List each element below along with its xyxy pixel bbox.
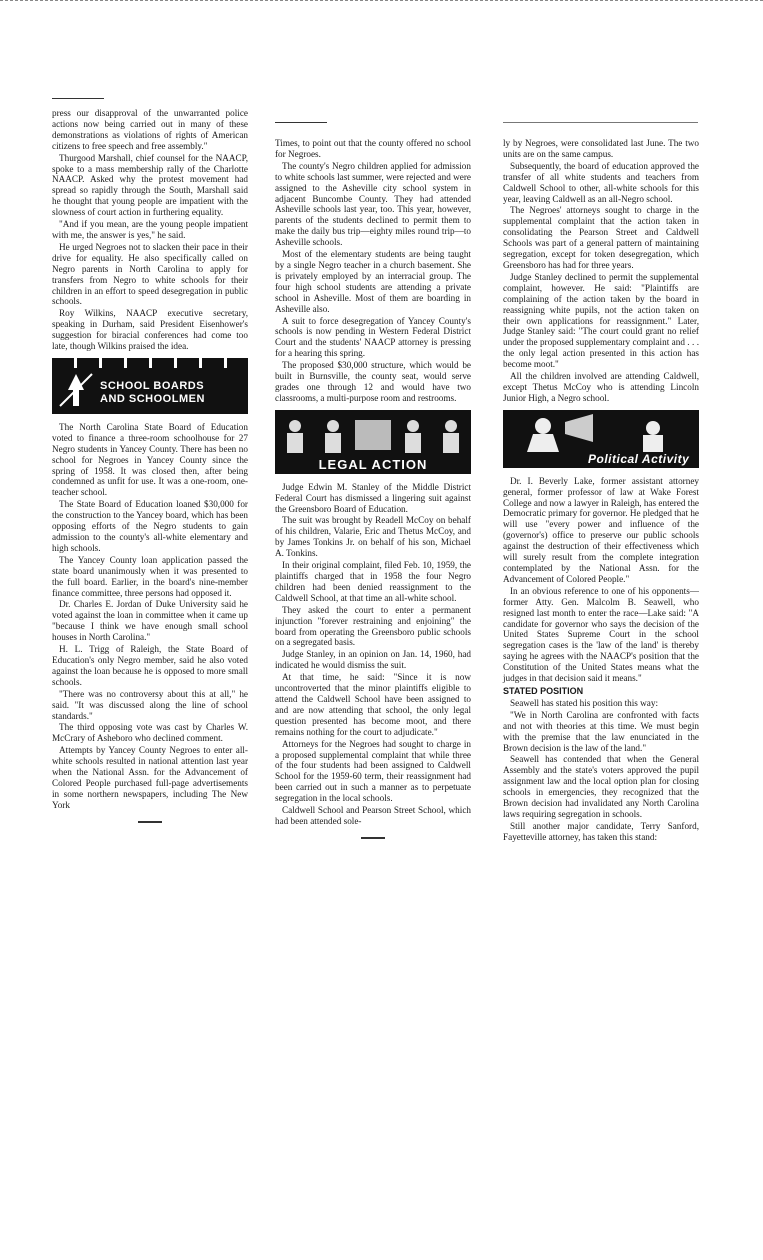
paragraph: Judge Stanley declined to permit the supplemental complaint, however. He said: "Plaintiffs are complaining of the action taken by the board in reassigning white pupils, not the action taken on their own applications for reassignment." Later, Judge Stanley said: "The court could grant no relief under the proposed supplementary complaint and . . . the only legal action presented in this action has become moot." — [503, 271, 699, 370]
paragraph: Dr. I. Beverly Lake, former assistant attorney general, former professor of law at Wake Forest College and now a lawyer in Raleigh, has entered the Democratic primary for governor. He pledged that he will use "every power and influence of the (governor's) office to preserve our public schools against the destruction of their effectiveness which will surely result from the complete integration contemplated by the National Assn. for the Advancement of Colored People." — [503, 475, 699, 584]
speaker-podium-icon — [503, 412, 699, 452]
paragraph: A suit to force desegregation of Yancey County's schools is now pending in Western Federal District Court and the students' NAACP attorney is pressing for a hearing this spring. — [275, 315, 471, 359]
paragraph: The suit was brought by Readell McCoy on behalf of his children, Valarie, Eric and Thetus McCoy, and by James Tonkins Jr. on behalf of his son, Michael A. Tonkins. — [275, 515, 471, 559]
paragraph: "And if you mean, are the young people impatient with me, the answer is yes," he said. — [52, 219, 248, 240]
paragraph: In an obvious reference to one of his opponents—former Atty. Gen. Malcolm B. Seawell, who resigned last month to enter the race—Lake said: "A candidate for governor who says the decision of the United States Supreme Court in the school segregation cases is the 'law of the land' is thereby saying he agrees with the NAACP's position that the Constitution of the United States means what the judges in that decision said it means." — [503, 585, 699, 684]
paragraph: The Yancey County loan application passed the state board unanimously when it was presented to the full board. Earlier, in the board's nine-member finance committee, three persons had opposed it. — [52, 554, 248, 598]
paragraph: Caldwell School and Pearson Street School, which had been attended sole- — [275, 805, 471, 826]
paragraph: Attempts by Yancey County Negroes to enter all-white schools resulted in national attention last year when the National Assn. for the Advancement of Colored People purchased full-page advertisements in some northern newspapers, including The New York — [52, 745, 248, 810]
page-top-border — [0, 0, 763, 2]
column-rule — [52, 98, 104, 99]
paragraph: Seawell has stated his position this way: — [510, 697, 659, 708]
paragraph: All the children involved are attending Caldwell, except Thetus McCoy who is attending Lincoln Junior High, a Negro school. — [503, 371, 699, 403]
section-banner-political-activity — [503, 410, 699, 468]
section-banner-school-boards — [52, 358, 248, 414]
end-dash — [361, 837, 385, 839]
section-banner-legal-action — [275, 410, 471, 474]
paragraph: Most of the elementary students are being taught by a single Negro teacher in a church basement. She is privately employed by an interracial group. The four high school students are attending a private school in Asheville. Most of them are boarding in Asheville also. — [275, 249, 471, 314]
paragraph: The county's Negro children applied for admission to white schools last summer, were rejected and were assigned to the Asheville city school system in adjacent Buncombe County. They had attended Asheville schools last year, too. This year, however, parents of the students declined to permit them to make the daily bus trip—eighty miles round trip—to Asheville schools. — [275, 160, 471, 248]
paragraph: H. L. Trigg of Raleigh, the State Board of Education's only Negro member, said he also voted against the loan because he is opposed to more small schools. — [52, 644, 248, 687]
paragraph: Times, to point out that the county offered no school for Negroes. — [275, 138, 471, 159]
paragraph: At that time, he said: "Since it is now uncontroverted that the minor plaintiffs eligible to attend the Caldwell School have been assigned to and are now attending that school, the only legal question presented has become moot, and there remains nothing for the court to adjudicate." — [275, 672, 471, 737]
paragraph: Judge Edwin M. Stanley of the Middle District Federal Court has dismissed a lingering suit against the Greensboro Board of Education. — [275, 481, 471, 514]
paragraph: "There was no controversy about this at all," he said. "It was discussed along the line of school standards." — [52, 688, 248, 721]
torch-icon — [56, 370, 96, 410]
paragraph: Subsequently, the board of education approved the transfer of all white students and teachers from Caldwell School to other, all-white schools for this year, leaving Caldwell as an all-Negro school. — [503, 160, 699, 204]
column-2 — [275, 138, 471, 839]
banner-title: SCHOOL BOARDS AND SCHOOLMEN — [100, 379, 205, 405]
paragraph: He urged Negroes not to slacken their pace in their drive for equality. He also specifically called on Negro parents in North Carolina to apply for transfers from Negro to white schools for their children in an effort to speed desegregation in public schools. — [52, 241, 248, 307]
paragraph: Dr. Charles E. Jordan of Duke University said he voted against the loan in committee when it came up "because I think we have enough small school houses in North Carolina." — [52, 599, 248, 643]
end-dash — [138, 821, 162, 823]
paragraph: Still another major candidate, Terry Sanford, Fayetteville attorney, has taken this stand: — [503, 820, 699, 842]
paragraph: Seawell has contended that when the General Assembly and the state's voters approved the pupil assignment law and the local option plan for closing schools in emergencies, they recognized that the Brown decision had invalidated any North Carolina laws requiring segregation in schools. — [503, 754, 699, 819]
paragraph: Attorneys for the Negroes had sought to charge in a proposed supplemental complaint that while three of the four students had been assigned to Caldwell School for the 1959-60 term, their reassignment had been carried out in such a manner as to perpetuate segregation in the local schools. — [275, 738, 471, 804]
section-subhead: STATED POSITION — [503, 685, 584, 696]
paragraph: "We in North Carolina are confronted with facts and not with theories at this time. We must begin with the premise that the law enunciated in the Brown decision is the law of the land." — [503, 709, 699, 753]
column-3 — [503, 138, 699, 844]
paragraph: press our disapproval of the unwarranted police actions now being carried out in many of these demonstrations as violations of rights of American citizens to free speech and free assembly." — [52, 108, 248, 151]
paragraph: Roy Wilkins, NAACP executive secretary, speaking in Durham, said President Eisenhower's suggestion for biracial conferences had come too late, though Wilkins praised the idea. — [52, 308, 248, 352]
courtroom-figures-icon — [275, 414, 471, 454]
paragraph: The Negroes' attorneys sought to charge in the supplemental complaint that the action taken in consolidating the Pearson Street and Caldwell Schools was part of a general pattern of maintaining segregation, except for token desegregation, which Greensboro has had for three years. — [503, 205, 699, 270]
column-1 — [52, 108, 248, 823]
paragraph: Judge Stanley, in an opinion on Jan. 14, 1960, had indicated he would dismiss the suit. — [275, 649, 471, 671]
banner-title: LEGAL ACTION — [318, 456, 428, 472]
column-rule — [275, 122, 327, 123]
paragraph: In their original complaint, filed Feb. 10, 1959, the plaintiffs charged that in 1958 the four Negro children had been denied reassignment to the Caldwell School, at that time an all-white school. — [275, 560, 471, 603]
paragraph: The proposed $30,000 structure, which would be built in Burnsville, the county seat, would serve grades one through 12 and would have two classrooms, a multi-purpose room and restrooms. — [275, 360, 471, 403]
paragraph: They asked the court to enter a permanent injunction "forever restraining and enjoining" the board from operating the Greensboro public schools on a segregated basis. — [275, 604, 471, 648]
paragraph: ly by Negroes, were consolidated last June. The two units are on the same campus. — [503, 138, 699, 159]
paragraph: The third opposing vote was cast by Charles W. McCrary of Asheboro who declined comment. — [52, 722, 248, 744]
banner-title: Political Activity — [588, 451, 690, 466]
paragraph: Thurgood Marshall, chief counsel for the NAACP, spoke to a mass membership rally of the Charlotte NAACP. Asked why the protest movement had spread so rapidly through the South, Marshall said he thought that young people are impatient with the slowness of court action in furthering equality. — [52, 152, 248, 218]
paragraph: The State Board of Education loaned $30,000 for the construction to the Yancey board, which has been opposing efforts of the Negro students to gain admission to the county's all-white elementary and high schools. — [52, 499, 248, 553]
column-rule — [503, 122, 698, 123]
banner-stripe — [52, 358, 248, 368]
paragraph: The North Carolina State Board of Education voted to finance a three-room schoolhouse for 27 Negro students in Yancey County. There has been no school for Negroes in Yancey County since the spring of 1958. It was closed then, after being condemned as unfit for use. It was a one-room, one-teacher school. — [52, 421, 248, 498]
